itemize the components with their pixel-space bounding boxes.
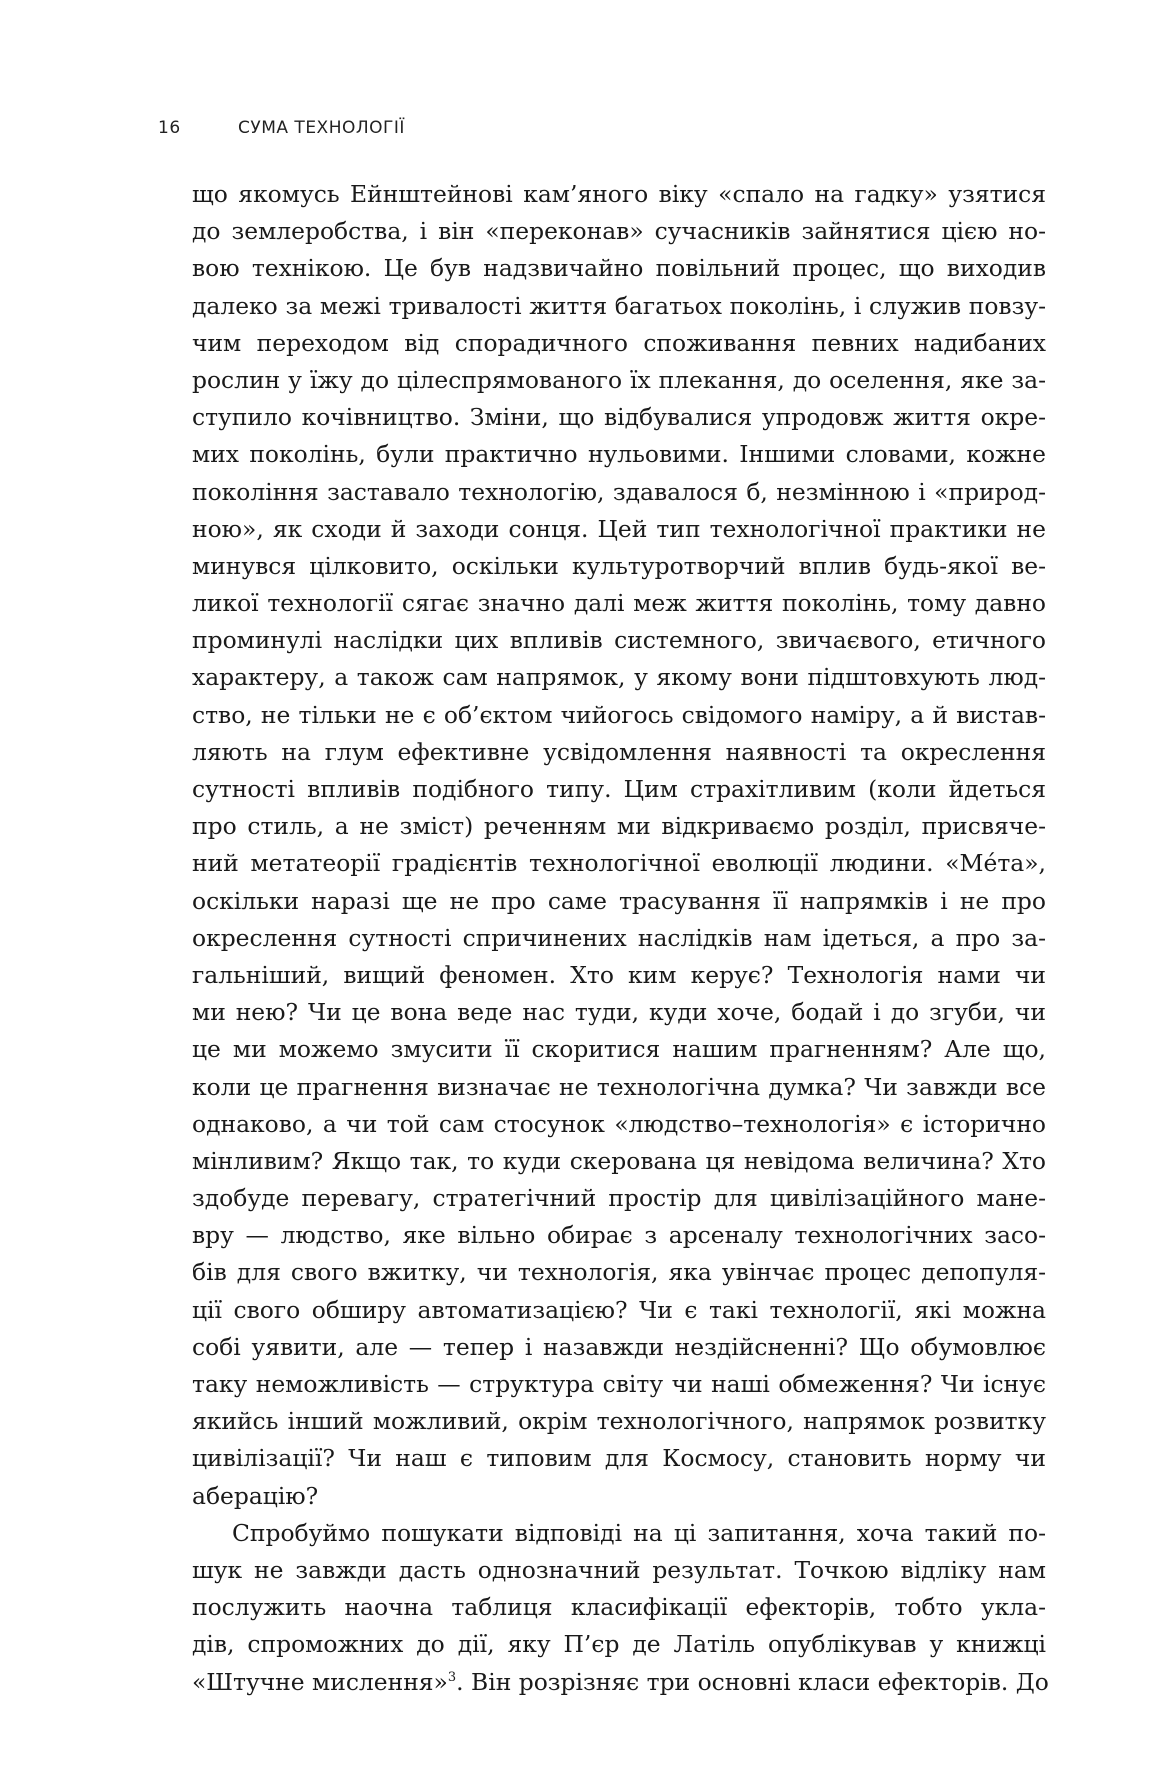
text-line: ступило кочівництво. Зміни, що відбувалися упродовж життя окре- bbox=[192, 403, 1046, 432]
text-line: ми нею? Чи це вона веде нас туди, куди хоче, бодай і до згуби, чи bbox=[192, 998, 1046, 1027]
text-line: чим переходом від спорадичного споживання певних надибаних bbox=[192, 328, 1046, 357]
text-line: оскільки наразі ще не про саме трасування її напрямків і не про bbox=[192, 886, 1046, 915]
text-line: шук не завжди дасть однозначний результат. Точкою відліку нам bbox=[192, 1555, 1046, 1584]
text-line: що якомусь Ейнштейнові кам’яного віку «спало на гадку» узятися bbox=[192, 180, 1046, 208]
page-number: 16 bbox=[158, 118, 181, 138]
text-line: характеру, а також сам напрямок, у якому вони підштовхують люд- bbox=[192, 663, 1046, 692]
text-line: однаково, а чи той сам стосунок «людство–технологія» є історично bbox=[192, 1109, 1046, 1138]
text-line: здобуде перевагу, стратегічний простір для цивілізаційного мане- bbox=[192, 1184, 1046, 1213]
text-line: ції свого обширу автоматизацією? Чи є такі технології, які можна bbox=[192, 1295, 1046, 1324]
paragraph bbox=[192, 176, 1046, 1515]
text-line: ляють на глум ефективне усвідомлення наявності та окреслення bbox=[192, 737, 1046, 766]
text-line: минувся цілковито, оскільки культуротворчий вплив будь-якої ве- bbox=[192, 551, 1046, 580]
text-line: ний метатеорії градієнтів технологічної еволюції людини. «Méта», bbox=[192, 849, 1046, 878]
text-line: далеко за межі тривалості життя багатьох поколінь, і служив повзу- bbox=[192, 291, 1046, 320]
text-line: цивілізації? Чи наш є типовим для Космосу, становить норму чи bbox=[192, 1444, 1046, 1473]
text-line: про стиль, а не зміст) реченням ми відкриваємо розділ, присвяче- bbox=[192, 812, 1046, 841]
text-line: ною», як сходи й заходи сонця. Цей тип технологічної практики не bbox=[192, 514, 1046, 543]
footnote-reference[interactable]: 3 bbox=[447, 1669, 457, 1685]
text-line: дів, спроможних до дії, яку П’єр де Латіль опублікував у книжці bbox=[192, 1630, 1046, 1659]
text-line: ство, не тільки не є об’єктом чийогось свідомого наміру, а й вистав- bbox=[192, 700, 1046, 729]
text-line: мінливим? Якщо так, то куди скерована ця невідома величина? Хто bbox=[192, 1146, 1046, 1175]
text-line: вру — людство, яке вільно обирає з арсеналу технологічних засо- bbox=[192, 1221, 1046, 1250]
text-line: рослин у їжу до цілеспрямованого їх плекання, до оселення, яке за- bbox=[192, 365, 1046, 394]
text-line: собі уявити, але — тепер і назавжди нездійсненні? Що обумовлює bbox=[192, 1332, 1046, 1361]
text-segment: . Він розрізняє три основні класи ефекторів. До bbox=[456, 1667, 1049, 1696]
text-line: окреслення сутності спричинених наслідків нам ідеться, а про за- bbox=[192, 923, 1046, 952]
text-line: аберацію? bbox=[192, 1481, 319, 1510]
running-title: СУМА ТЕХНОЛОГІЇ bbox=[238, 118, 405, 138]
text-line: гальніший, вищий феномен. Хто ким керує? Технологія нами чи bbox=[192, 960, 1046, 989]
text-line: бів для свого вжитку, чи технологія, яка увінчає процес депопуля- bbox=[192, 1258, 1046, 1287]
text-line: коли це прагнення визначає не технологічна думка? Чи завжди все bbox=[192, 1072, 1046, 1101]
text-line: покоління заставало технологію, здавалося б, незмінною і «природ- bbox=[192, 477, 1046, 506]
text-line: таку неможливість — структура світу чи наші обмеження? Чи існує bbox=[192, 1370, 1046, 1398]
text-segment: «Штучне мислення» bbox=[192, 1667, 448, 1696]
body-text bbox=[192, 176, 1049, 1701]
text-line: якийсь інший можливий, окрім технологічного, напрямок розвитку bbox=[192, 1407, 1046, 1436]
text-line: Спробуймо пошукати відповіді на ці запитання, хоча такий по- bbox=[232, 1518, 1046, 1547]
running-header bbox=[158, 118, 405, 138]
paragraph bbox=[192, 1515, 1049, 1701]
text-line: це ми можемо змусити її скоритися нашим прагненням? Але що, bbox=[192, 1035, 1046, 1064]
text-line bbox=[192, 1664, 1049, 1701]
text-line: мих поколінь, були практично нульовими. Іншими словами, кожне bbox=[192, 440, 1046, 469]
text-line: до землеробства, і він «переконав» сучасників зайнятися цією но- bbox=[192, 217, 1046, 246]
text-line: ликої технології сягає значно далі меж життя поколінь, тому давно bbox=[192, 589, 1046, 618]
text-line: вою технікою. Це був надзвичайно повільний процес, що виходив bbox=[192, 254, 1046, 283]
text-line: сутності впливів подібного типу. Цим страхітливим (коли йдеться bbox=[192, 775, 1046, 803]
text-line: послужить наочна таблиця класифікації ефекторів, тобто укла- bbox=[192, 1593, 1046, 1622]
text-line: проминулі наслідки цих впливів системного, звичаєвого, етичного bbox=[192, 626, 1046, 655]
